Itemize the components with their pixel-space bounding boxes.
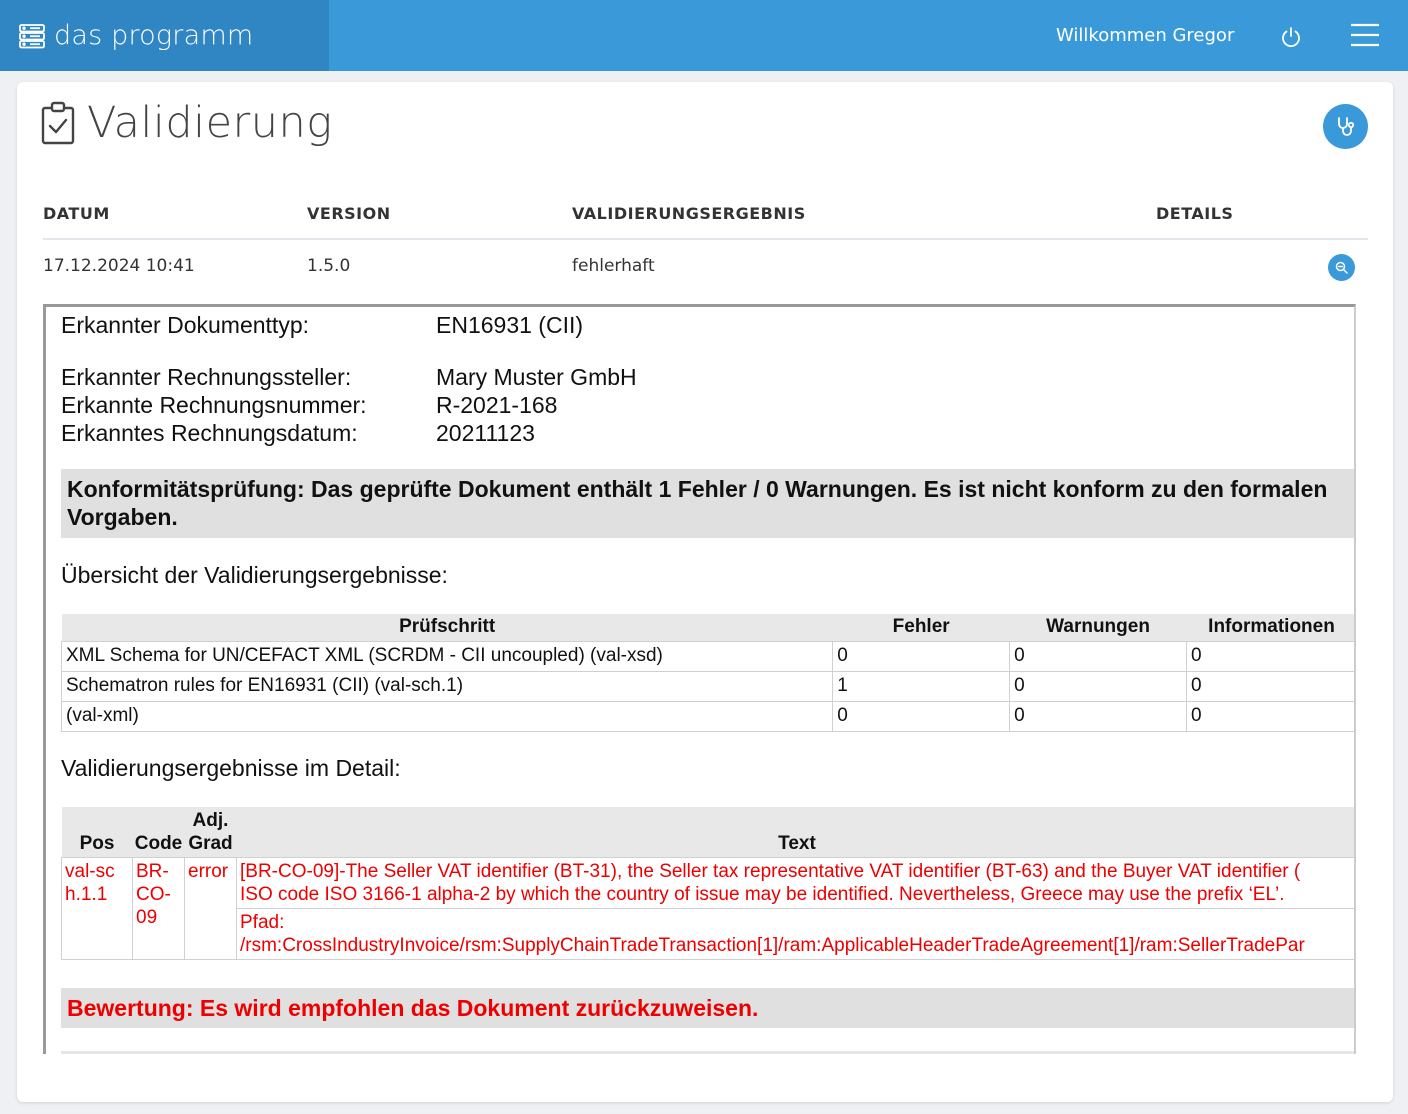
detail-header-code: Code	[133, 807, 185, 858]
doctype-label: Erkannter Dokumenttyp:	[61, 312, 310, 338]
detail-text	[237, 858, 1357, 909]
summary-row	[62, 671, 1357, 701]
summary-cell-errors: 0	[833, 641, 1010, 671]
validation-report-frame[interactable]	[43, 304, 1356, 1054]
summary-header-warnings: Warnungen	[1010, 614, 1187, 641]
col-header-details: DETAILS	[1156, 204, 1234, 223]
row-date: 17.12.2024 10:41	[43, 256, 195, 276]
clipboard-check-icon	[41, 101, 75, 145]
stethoscope-icon	[1334, 115, 1358, 139]
zoom-icon	[1335, 261, 1348, 274]
col-header-version[interactable]: VERSION	[307, 204, 391, 223]
detail-header-adj: Adj.	[192, 810, 229, 831]
detail-path-row	[62, 909, 1357, 960]
page-title-text: Validierung	[87, 98, 333, 148]
row-result: fehlerhaft	[572, 256, 655, 276]
detail-grad: error	[185, 858, 237, 960]
power-icon[interactable]	[1279, 25, 1303, 49]
row-version: 1.5.0	[307, 256, 351, 276]
summary-header-errors: Fehler	[833, 614, 1010, 641]
summary-cell-errors: 1	[833, 671, 1010, 701]
invoice-date-value: 20211123	[436, 420, 535, 446]
summary-cell-warnings: 0	[1010, 641, 1187, 671]
doctype-value: EN16931 (CII)	[436, 312, 584, 338]
welcome-text: Willkommen Gregor	[1056, 25, 1235, 46]
summary-cell-warnings: 0	[1010, 671, 1187, 701]
top-bar	[0, 0, 1408, 71]
invoice-number-label: Erkannte Rechnungsnummer:	[61, 392, 367, 418]
summary-cell-warnings: 0	[1010, 701, 1187, 731]
validation-card	[17, 82, 1393, 1102]
summary-header-info: Informationen	[1187, 614, 1356, 641]
detail-title: Validierungsergebnisse im Detail:	[61, 755, 401, 781]
detail-header-pos: Pos	[62, 807, 133, 858]
summary-table	[61, 614, 1356, 732]
server-icon	[18, 22, 46, 50]
detail-text-line2: ISO code ISO 3166-1 alpha-2 by which the country of issue may be identified. Nevertheless, Greece may use the prefix ‘EL’.	[240, 884, 1285, 905]
details-button[interactable]	[1328, 254, 1355, 281]
summary-cell-info: 0	[1187, 701, 1356, 731]
seller-label: Erkannter Rechnungssteller:	[61, 364, 352, 390]
detail-row	[62, 858, 1357, 909]
stethoscope-button[interactable]	[1323, 104, 1368, 149]
overview-title: Übersicht der Validierungsergebnisse:	[61, 562, 448, 588]
detail-header-adj-grad	[185, 807, 237, 858]
summary-cell-info: 0	[1187, 671, 1356, 701]
summary-cell-step: Schematron rules for EN16931 (CII) (val-sch.1)	[62, 671, 833, 701]
detail-path-label: Pfad:	[240, 912, 285, 933]
col-header-date[interactable]: DATUM	[43, 204, 110, 223]
report-bottom-divider	[61, 1051, 1356, 1054]
summary-cell-errors: 0	[833, 701, 1010, 731]
summary-cell-step: XML Schema for UN/CEFACT XML (SCRDM - CII uncoupled) (val-xsd)	[62, 641, 833, 671]
summary-row	[62, 701, 1357, 731]
header-divider	[43, 238, 1368, 240]
assessment-banner: Bewertung: Es wird empfohlen das Dokument zurückzuweisen.	[61, 988, 1356, 1028]
detail-header-text: Text	[237, 807, 1357, 858]
col-header-result[interactable]: VALIDIERUNGSERGEBNIS	[572, 204, 806, 223]
invoice-number-value: R-2021-168	[436, 392, 558, 418]
summary-header-step: Prüfschritt	[62, 614, 833, 641]
seller-value: Mary Muster GmbH	[436, 364, 637, 390]
hamburger-menu-icon[interactable]	[1350, 23, 1380, 47]
summary-cell-info: 0	[1187, 641, 1356, 671]
summary-cell-step: (val-xml)	[62, 701, 833, 731]
page-title	[41, 98, 333, 148]
detail-pos: val-sch.1.1	[62, 858, 133, 960]
detail-header-grad: Grad	[188, 833, 233, 854]
detail-text-line1: [BR-CO-09]-The Seller VAT identifier (BT-31), the Seller tax representative VAT identifier (BT-63) and the Buyer VAT identifier (	[240, 861, 1301, 882]
app-title: das programm	[54, 20, 254, 51]
summary-row	[62, 641, 1357, 671]
detail-path	[237, 909, 1357, 960]
detail-path-value: /rsm:CrossIndustryInvoice/rsm:SupplyChainTradeTransaction[1]/ram:ApplicableHeaderTradeAgreement[1]/ram:SellerTradePar	[240, 935, 1305, 956]
detail-table	[61, 807, 1356, 960]
conformity-banner: Konformitätsprüfung: Das geprüfte Dokument enthält 1 Fehler / 0 Warnungen. Es ist nicht konform zu den formalen Vorgaben.	[61, 469, 1356, 538]
detail-code: BR-CO-09	[133, 858, 185, 960]
brand[interactable]	[0, 0, 329, 71]
invoice-date-label: Erkanntes Rechnungsdatum:	[61, 420, 358, 446]
